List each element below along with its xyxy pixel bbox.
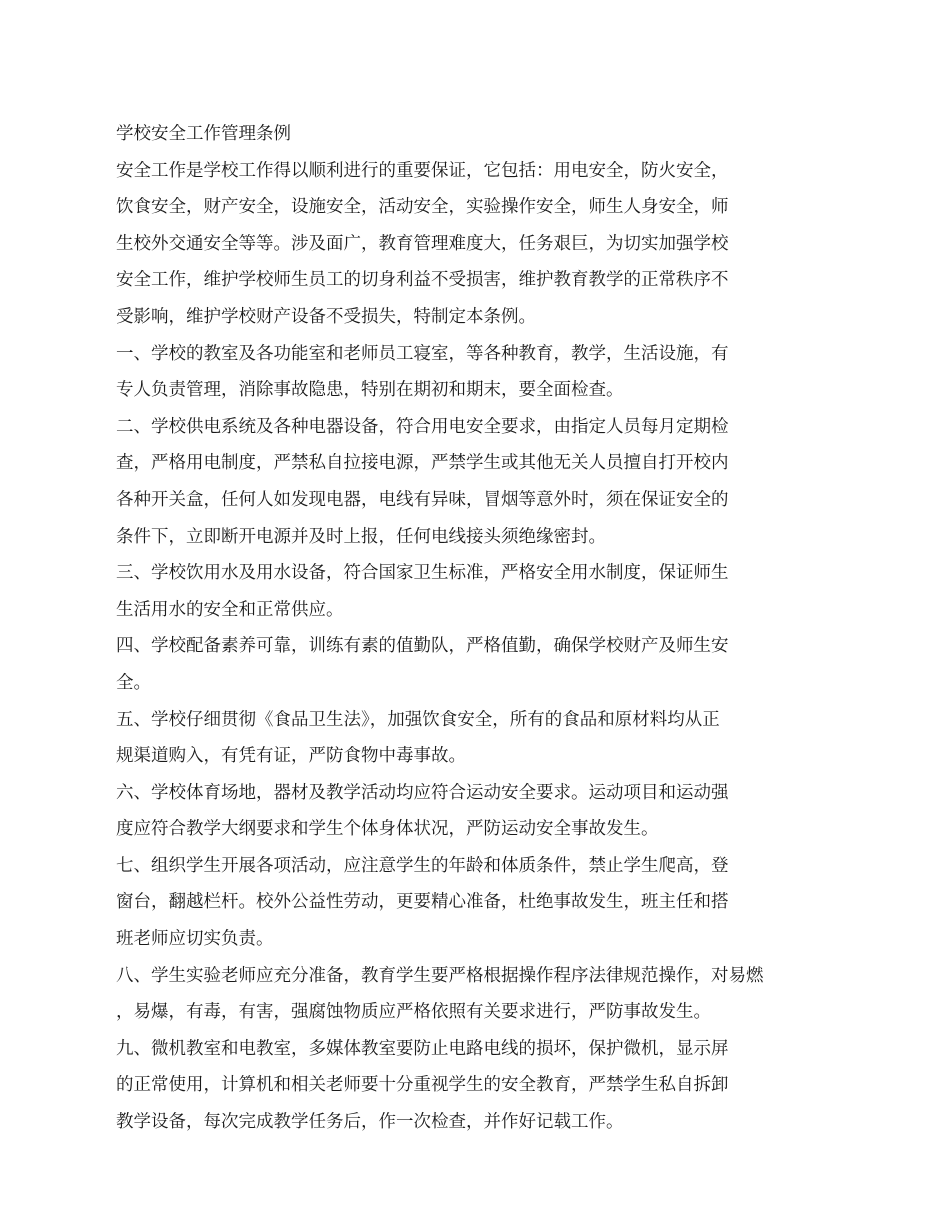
text-line: 专人负责管理，消除事故隐患，特别在期初和期末，要全面检查。 [116,380,624,401]
text-line: 班老师应切实负责。 [116,929,274,950]
text-line: 规渠道购入，有凭有证，严防食物中毒事故。 [116,746,466,767]
text-line: 生校外交通安全等等。涉及面广，教育管理难度大，任务艰巨，为切实加强学校 [116,233,729,254]
text-line: 教学设备，每次完成教学任务后，作一次检查，并作好记载工作。 [116,1112,624,1133]
document-body [116,116,836,1141]
text-line: 八、学生实验老师应充分准备，教育学生要严格根据操作程序法律规范操作，对易燃 [116,965,764,986]
text-line: 饮食安全，财产安全，设施安全，活动安全，实验操作安全，师生人身安全，师 [116,197,729,218]
text-line: 安全工作，维护学校师生员工的切身利益不受损害，维护教育教学的正常秩序不 [116,270,729,291]
text-line: 三、学校饮用水及用水设备，符合国家卫生标准，严格安全用水制度，保证师生 [116,563,729,584]
text-line: 各种开关盒，任何人如发现电器，电线有异味，冒烟等意外时，须在保证安全的 [116,489,729,510]
text-line: 一、学校的教室及各功能室和老师员工寝室，等各种教育，教学，生活设施，有 [116,343,729,364]
text-line: 受影响，维护学校财产设备不受损失，特制定本条例。 [116,306,536,327]
text-line: 二、学校供电系统及各种电器设备，符合用电安全要求，由指定人员每月定期检 [116,416,729,437]
text-line: 生活用水的安全和正常供应。 [116,599,344,620]
text-line: 四、学校配备素养可靠，训练有素的值勤队，严格值勤，确保学校财产及师生安 [116,636,729,657]
text-line: 全。 [116,672,151,693]
text-line: 安全工作是学校工作得以顺利进行的重要保证，它包括：用电安全，防火安全， [116,160,729,181]
text-line: ，易爆，有毒，有害，强腐蚀物质应严格依照有关要求进行，严防事故发生。 [116,1002,711,1023]
text-line: 查，严格用电制度，严禁私自拉接电源，严禁学生或其他无关人员擅自打开校内 [116,453,729,474]
text-line: 的正常使用，计算机和相关老师要十分重视学生的安全教育，严禁学生私自拆卸 [116,1075,729,1096]
document-title: 学校安全工作管理条例 [116,124,291,144]
text-line: 五、学校仔细贯彻《食品卫生法》，加强饮食安全，所有的食品和原材料均从正 [116,709,720,730]
text-line: 六、学校体育场地，器材及教学活动均应符合运动安全要求。运动项目和运动强 [116,782,729,803]
text-line: 九、微机教室和电教室，多媒体教室要防止电路电线的损坏，保护微机，显示屏 [116,1038,729,1059]
text-line: 窗台，翻越栏杆。校外公益性劳动，更要精心准备，杜绝事故发生，班主任和搭 [116,892,729,913]
text-line: 条件下，立即断开电源并及时上报，任何电线接头须绝缘密封。 [116,526,606,547]
text-line: 度应符合教学大纲要求和学生个体身体状况，严防运动安全事故发生。 [116,819,659,840]
text-line: 七、组织学生开展各项活动，应注意学生的年龄和体质条件，禁止学生爬高，登 [116,855,729,876]
